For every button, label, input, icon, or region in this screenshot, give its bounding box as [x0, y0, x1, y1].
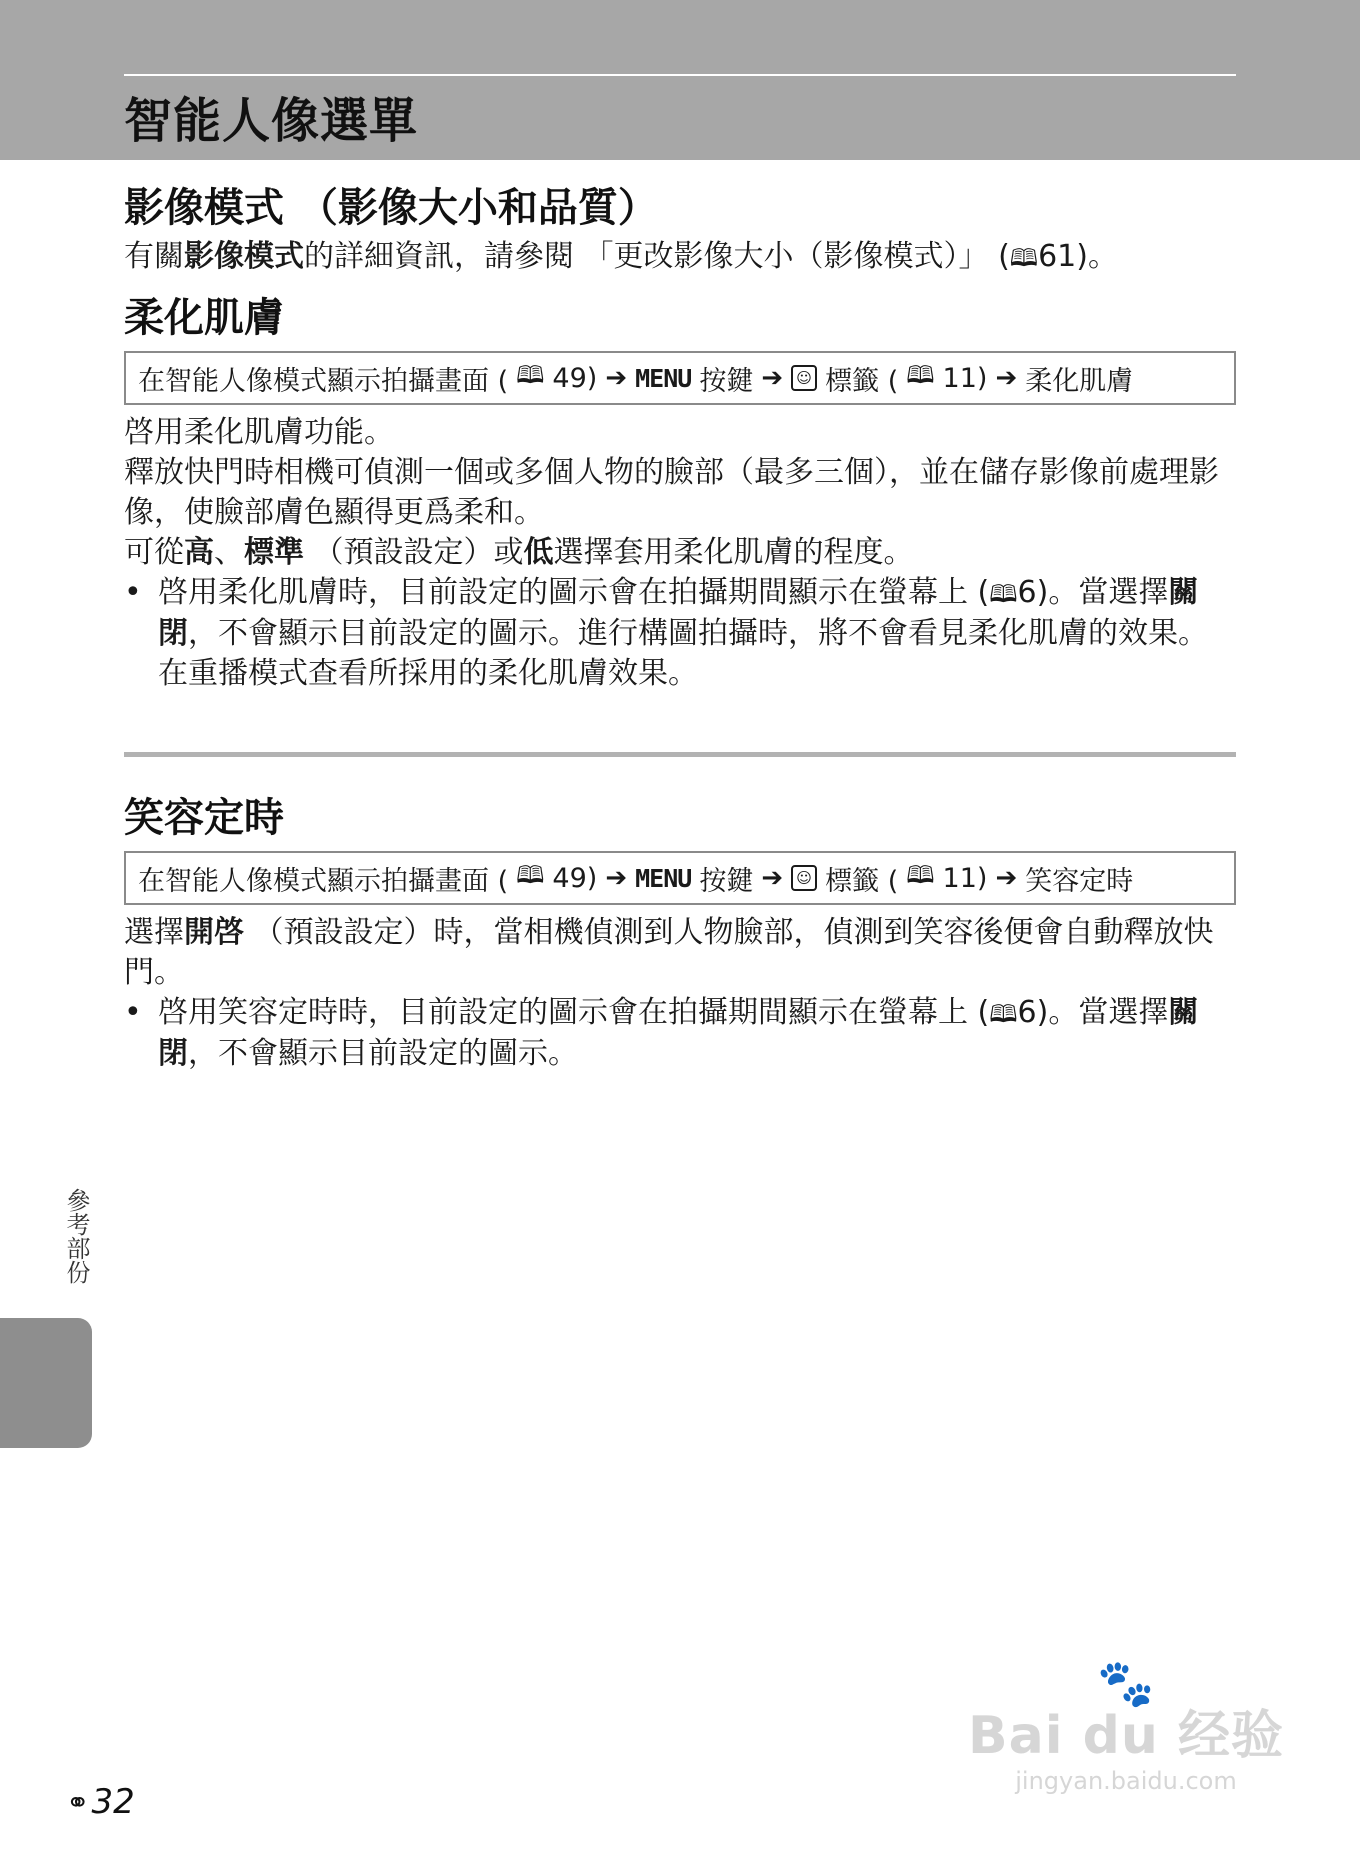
reference-section-icon: ⚭: [66, 1785, 90, 1819]
text: 選擇套用柔化肌膚的程度。: [553, 535, 914, 570]
paragraph: 啓用柔化肌膚功能。: [124, 415, 394, 450]
header-rule: [124, 74, 1236, 76]
bullet-text: [158, 993, 1236, 1074]
bold-text: 標準: [244, 535, 304, 570]
watermark: [966, 1656, 1286, 1810]
arrow-right-icon: ➔: [605, 363, 628, 393]
menu-path-box: [124, 351, 1236, 405]
book-icon: 🕮: [989, 1000, 1018, 1028]
bullet-mark: •: [124, 575, 142, 610]
section-image-mode: [124, 176, 1236, 278]
path-text: 11): [942, 862, 988, 894]
text: 61)。: [1038, 239, 1118, 274]
bold-text: 關閉: [158, 995, 1199, 1071]
arrow-right-icon: ➔: [995, 863, 1018, 893]
book-icon: 🕮: [906, 360, 935, 389]
watermark-main: Bai du 经验: [968, 1706, 1284, 1766]
section-heading: 笑容定時: [124, 795, 284, 841]
bullet-item: [124, 993, 1236, 1074]
paragraph: [124, 237, 1236, 278]
bullet-mark: •: [124, 995, 142, 1030]
text: 可從: [124, 535, 184, 570]
path-text: 按鍵: [699, 865, 754, 897]
text: ，不會顯示目前設定的圖示。: [188, 1036, 578, 1071]
arrow-right-icon: ➔: [761, 363, 784, 393]
path-text: 11): [942, 362, 988, 394]
side-section-label: 參考部份: [62, 1188, 90, 1284]
arrow-right-icon: ➔: [761, 863, 784, 893]
text: 、: [214, 535, 244, 570]
watermark-sub: jingyan.baidu.com: [1015, 1767, 1237, 1795]
bold-text: 關閉: [158, 575, 1199, 651]
section-skin-softening: [124, 286, 1236, 694]
paragraph: 釋放快門時相機可偵測一個或多個人物的臉部（最多三個），並在儲存影像前處理影像，使臉部膚色顯得更爲柔和。: [124, 455, 1219, 530]
page-title: 智能人像選單: [124, 93, 419, 149]
bullet-text: [158, 573, 1236, 694]
menu-path-box: [124, 851, 1236, 905]
bullet-item: [124, 573, 1236, 694]
paragraph: [124, 913, 1236, 993]
path-text: 標籤 (: [825, 365, 899, 397]
menu-key: MENU: [635, 363, 692, 393]
text: ，不會顯示目前設定的圖示。進行構圖拍攝時，將不會看見柔化肌膚的效果。在重播模式查看所採用的柔化肌膚效果。: [158, 616, 1208, 691]
bold-text: 高: [184, 535, 214, 570]
path-text: 在智能人像模式顯示拍攝畫面 (: [138, 865, 509, 897]
text: 6)。當選擇: [1017, 995, 1169, 1030]
text: （預設設定）或: [304, 535, 524, 570]
path-text: 按鍵: [699, 365, 754, 397]
text: 選擇: [124, 915, 184, 950]
section-smile-timer: [124, 786, 1236, 1074]
bold-text: 開啓: [184, 915, 244, 950]
section-divider: [124, 752, 1236, 757]
smart-portrait-tab-icon: ☺: [791, 365, 817, 391]
path-text: 標籤 (: [825, 865, 899, 897]
book-icon: 🕮: [906, 860, 935, 889]
text: 有關: [124, 239, 184, 274]
path-text: 在智能人像模式顯示拍攝畫面 (: [138, 365, 509, 397]
book-icon: 🕮: [516, 860, 545, 889]
section-heading: 柔化肌膚: [124, 295, 284, 341]
book-icon: 🕮: [1009, 244, 1039, 272]
book-icon: 🕮: [516, 360, 545, 389]
paragraph: [124, 533, 1236, 573]
bold-text: 低: [523, 535, 554, 570]
page-number: [66, 1782, 135, 1822]
path-text: 49): [552, 362, 598, 394]
text: 啓用柔化肌膚時，目前設定的圖示會在拍攝期間顯示在螢幕上 (: [158, 575, 990, 610]
text: （預設設定）時，當相機偵測到人物臉部，偵測到笑容後便會自動釋放快門。: [124, 915, 1214, 990]
text: 6)。當選擇: [1017, 575, 1169, 610]
path-text: 笑容定時: [1025, 865, 1134, 897]
arrow-right-icon: ➔: [995, 363, 1018, 393]
text: 的詳細資訊，請參閱 「更改影像大小（影像模式）」 (: [304, 239, 1010, 274]
menu-key: MENU: [635, 863, 692, 893]
smart-portrait-tab-icon: ☺: [791, 865, 817, 891]
side-section-tab: [0, 1318, 92, 1448]
arrow-right-icon: ➔: [605, 863, 628, 893]
book-icon: 🕮: [989, 580, 1018, 608]
bold-text: 影像模式: [184, 239, 304, 274]
text: 啓用笑容定時時，目前設定的圖示會在拍攝期間顯示在螢幕上 (: [158, 995, 990, 1030]
paw-logo-icon: 🐾: [1097, 1656, 1155, 1710]
path-text: 49): [552, 862, 598, 894]
page-number-value: 32: [91, 1782, 135, 1822]
path-text: 柔化肌膚: [1025, 365, 1134, 397]
section-heading: 影像模式 （影像大小和品質）: [124, 185, 658, 231]
